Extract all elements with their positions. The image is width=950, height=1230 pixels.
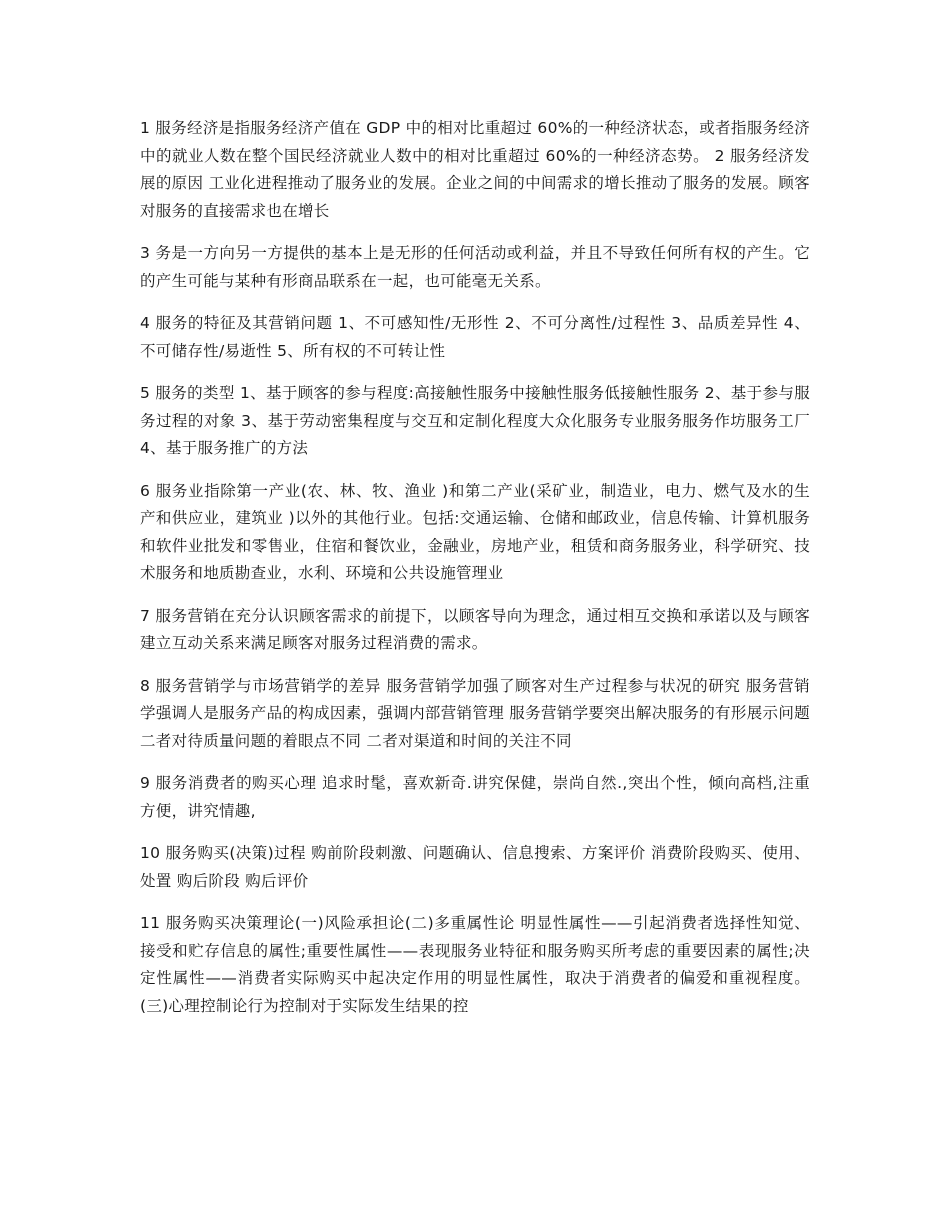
paragraph-7: 7 服务营销在充分认识顾客需求的前提下，以顾客导向为理念，通过相互交换和承诺以及与顾客建立互动关系来满足顾客对服务过程消费的需求。	[140, 606, 810, 652]
paragraph-4: 4 服务的特征及其营销问题 1、不可感知性/无形性 2、不可分离性/过程性 3、品质差异性 4、不可储存性/易逝性 5、所有权的不可转让性	[140, 314, 810, 360]
paragraph-6: 6 服务业指除第一产业(农、林、牧、渔业 )和第二产业(采矿业，制造业，电力、燃气及水的生产和供应业，建筑业 )以外的其他行业。包括:交通运输、仓储和邮政业，信息传输、计算机服务和软件业批发和零售业，住宿和餐饮业，金融业，房地产业，租赁和商务服务业，科学研究、技术服务和地质勘查业，水利、环境和公共设施管理业	[140, 481, 810, 582]
paragraph-9: 9 服务消费者的购买心理 追求时髦，喜欢新奇.讲究保健，崇尚自然.,突出个性，倾向高档,注重方便，讲究情趣,	[140, 774, 810, 820]
paragraph-1: 1 服务经济是指服务经济产值在 GDP 中的相对比重超过 60%的一种经济状态，或者指服务经济中的就业人数在整个国民经济就业人数中的相对比重超过 60%的一种经济态势。 2 服务经济发展的原因 工业化进程推动了服务业的发展。企业之间的中间需求的增长推动了服务的发展。顾客对服务的直接需求也在增长	[140, 119, 810, 220]
paragraph-8: 8 服务营销学与市场营销学的差异 服务营销学加强了顾客对生产过程参与状况的研究 服务营销学强调人是服务产品的构成因素，强调内部营销管理 服务营销学要突出解决服务的有形展示问题 二者对待质量问题的着眼点不同 二者对渠道和时间的关注不同	[140, 676, 810, 750]
document-body	[140, 115, 810, 1035]
paragraph-10: 10 服务购买(决策)过程 购前阶段刺激、问题确认、信息搜索、方案评价 消费阶段购买、使用、处置 购后阶段 购后评价	[140, 844, 810, 890]
paragraph-3: 3 务是一方向另一方提供的基本上是无形的任何活动或利益，并且不导致任何所有权的产生。它的产生可能与某种有形商品联系在一起，也可能毫无关系。	[140, 244, 810, 290]
paragraph-5: 5 服务的类型 1、基于顾客的参与程度:高接触性服务中接触性服务低接触性服务 2、基于参与服务过程的对象 3、基于劳动密集程度与交互和定制化程度大众化服务专业服务服务作坊服务工厂 4、基于服务推广的方法	[140, 384, 810, 457]
paragraph-11: 11 服务购买决策理论(一)风险承担论(二)多重属性论 明显性属性——引起消费者选择性知觉、接受和贮存信息的属性;重要性属性——表现服务业特征和服务购买所考虑的重要因素的属性;决定性属性——消费者实际购买中起决定作用的明显性属性，取决于消费者的偏爱和重视程度。(三)心理控制论行为控制对于实际发生结果的控	[140, 914, 810, 1015]
